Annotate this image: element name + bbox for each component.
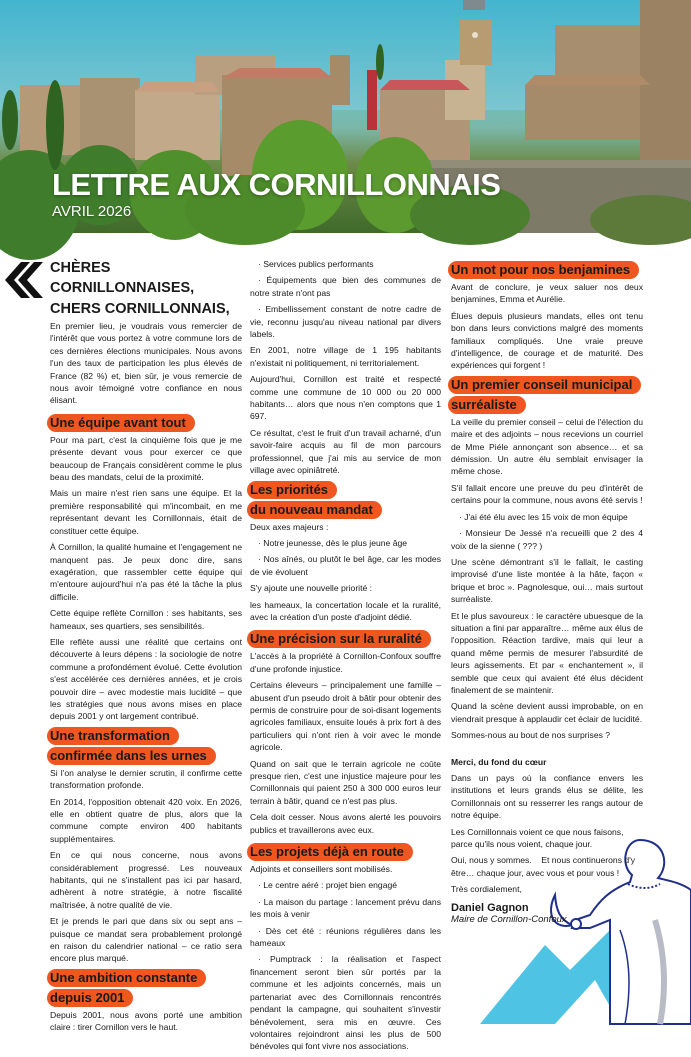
paragraph: Dans un pays où la confiance envers les institutions et leurs grands élus se délite, les Cornillonnais ont su resserrer les rangs autour de notre équipe. (451, 773, 643, 821)
paragraph: Mais un maire n'est rien sans une équipe. Et la première responsabilité qui m'incombait, en me représentant devant les Cornillonnais, était de constituer cette équipe. (50, 488, 242, 536)
section-heading-equipe: Une équipe avant tout (47, 414, 195, 432)
section-heading-transformation (50, 727, 242, 765)
paragraph: À Cornillon, la qualité humaine et l'engagement ne manquent pas. Je peux donc dire, sans exagération, que rassembler cette équipe qui m'entoure aujourd'hui n'a pas été la tâche la plus difficile. (50, 542, 242, 602)
section-heading-conseil (451, 376, 643, 414)
paragraph: les hameaux, la concertation locale et la ruralité, avec la création d'un poste d'adjoint dédié. (250, 599, 441, 622)
bullet-item: · Pumptrack : la réalisation et l'aspect financement seront bien sûr portés par la commune et les adjoints concernés, mais un partenariat avec des Cornillonnais rencontrés pendant la campagne, qui souhaitent s'investir bénévolement, sera mis en œuvre. Ces volontaires rejoindront ainsi les plus de 500 bénévoles qui font vivre nos associations. (250, 954, 441, 1052)
signature-role: Maire de Cornillon-Confoux (451, 914, 567, 926)
heading-line: surréaliste (448, 396, 526, 414)
paragraph: Sommes-nous au bout de nos surprises ? (451, 730, 611, 741)
signature-name: Daniel Gagnon (451, 901, 529, 914)
bullet-item: · Notre jeunesse, dès le plus jeune âge (258, 537, 408, 548)
page-title: LETTRE AUX CORNILLONNAIS (52, 167, 501, 202)
paragraph: Quand la scène devient aussi improbable, on en viendrait presque à applaudir cet éclair de lucidité. (451, 701, 643, 724)
paragraph: Deux axes majeurs : (250, 521, 329, 532)
column-2 (250, 258, 441, 1057)
bullet-item: · Services publics performants (258, 259, 374, 269)
paragraph: Et le plus savoureux : le caractère ubuesque de la situation a fini par apparaître… même aux élus de l'opposition. Réaction tardive, mais qui leur a quand même permis de mesurer l'absurdité de leurs agissements. Et par « enchantement », il semble que ceux qui avaient été élus décident finalement de se maintenir. (451, 610, 643, 695)
paragraph: La veille du premier conseil – celui de l'élection du maire et des adjoints – nous recevions un courriel de Mme Piéle annonçant son absence… et sa démission. Un autre élu semblait envisager la même chose. (451, 416, 643, 477)
heading-line: confirmée dans les urnes (47, 747, 216, 765)
heading-line: depuis 2001 (47, 989, 133, 1007)
bullet-item: · Équipements que bien des communes de notre strate n'ont pas (250, 275, 441, 298)
bullet-item: · Le centre aéré : projet bien engagé (258, 880, 398, 891)
bullet-item: · Monsieur De Jessé n'a recueilli que 2 des 4 voix de la sienne ( ??? ) (451, 528, 643, 551)
section-heading-ruralite: Une précision sur la ruralité (247, 630, 431, 648)
column-1 (50, 258, 242, 1038)
bullet-item: · Dès cet été : réunions régulières dans les hameaux (250, 925, 441, 949)
intro-paragraph: En premier lieu, je voudrais vous remercier de l'intérêt que vous portez à votre commune lors de ces dernières élections municipales. Nous avons l'un des taux de participation les plus élevés de France (82 %) et, bien sûr, je vous remercie de nous avoir témoigné votre confiance en nous élisant. (50, 321, 242, 406)
paragraph: Très cordialement, (451, 884, 522, 895)
paragraph: Certains éleveurs – principalement une famille – abusent d'un pseudo droit à bâtir pour obtenir des permis de construire pour de soi-disant logements agricoles familiaux, ensuite loués à prix fort à des particuliers qui n'ont rien à voir avec le monde agricole. (250, 680, 441, 753)
section-heading-projets: Les projets déjà en route (247, 843, 413, 861)
heading-line: Les priorités (247, 481, 337, 499)
paragraph: Oui, nous y sommes. Et nous continuerons d'y être… chaque jour, avec vous et pour vous ! (451, 855, 638, 878)
paragraph: Une scène démontrant s'il le fallait, le casting improvisé d'une liste montée à la hâte, façon « brique et broc ». Pagnolesque, oui… mais surtout surréaliste. (451, 556, 643, 605)
double-chevron-left-icon (3, 262, 41, 298)
bullet-item: · La maison du partage : lancement prévu dans les mois à venir (250, 896, 441, 920)
paragraph: L'accès à la propriété à Cornillon-Confoux souffre d'une profonde injustice. (250, 651, 441, 674)
closing-heading: Merci, du fond du cœur (451, 756, 547, 767)
paragraph: En 2001, notre village de 1 195 habitants n'existait ni politiquement, ni territorialement. (250, 345, 441, 368)
bullet-item: · Nos aînés, ou plutôt le bel âge, car les modes de vie évoluent (250, 554, 441, 577)
heading-line: Une transformation (47, 727, 179, 745)
hero-banner (0, 0, 691, 233)
salutation-line-1: CHÈRES CORNILLONNAISES, (50, 260, 195, 296)
paragraph: En 2014, l'opposition obtenait 420 voix. En 2026, elle en obtient quatre de plus, alors que la commune compte environ 400 habitants supplémentaires. (50, 796, 242, 844)
paragraph: Si l'on analyse le dernier scrutin, il confirme cette transformation profonde. (50, 767, 242, 791)
bullet-item: · Embellissement constant de notre cadre de vie, reconnu jusqu'au niveau national par divers labels. (250, 304, 441, 340)
paragraph: Cela doit cesser. Nous avons alerté les pouvoirs publics et travaillerons avec eux. (250, 812, 441, 835)
paragraph: Et je prends le pari que dans six ou sept ans – puisque ce mandat sera probablement prolongé en raison du calendrier national – ce ratio sera encore plus marqué. (50, 916, 242, 964)
paragraph: Aujourd'hui, Cornillon est traité et respecté comme une commune de 10 000 ou 20 000 habitants… alors que nous n'en comptons que 1 697. (250, 374, 441, 422)
bullet-item: · J'ai été élu avec les 15 voix de mon équipe (459, 511, 628, 522)
salutation-line-2: CHERS CORNILLONNAIS, (50, 301, 230, 317)
section-heading-benjamines: Un mot pour nos benjamines (448, 261, 639, 279)
issue-date: AVRIL 2026 (52, 203, 132, 220)
paragraph: Les Cornillonnais voient ce que nous faisons, parce qu'ils nous voient, chaque jour. (451, 826, 624, 850)
paragraph: S'il fallait encore une preuve du peu d'intérêt de certains pour la commune, nous avons été servis ! (451, 482, 643, 506)
paragraph: Ce résultat, c'est le fruit d'un travail acharné, d'un savoir-faire acquis au fil de mon parcours professionnel, que j'ai mis au service de mon village avec opiniâtreté. (250, 427, 441, 476)
heading-line: Un premier conseil municipal (448, 376, 641, 394)
paragraph: Pour ma part, c'est la cinquième fois que je me présente devant vous pour exercer ce que beaucoup de Français considèrent comme le plus beau des mandats, celui de la proximité. (50, 434, 242, 483)
heading-line: Une ambition constante (47, 969, 206, 987)
paragraph: Cette équipe reflète Cornillon : ses habitants, ses hameaux, ses quartiers, ses sensibilités. (50, 608, 242, 631)
column-3 (451, 258, 643, 926)
section-heading-ambition (50, 969, 242, 1007)
paragraph: Quand on sait que le terrain agricole ne coûte presque rien, c'est une injustice majeure pour les Cornillonnais qui paient 250 à 300 000 euros leur terrain à bâtir, quand ce n'est pas plus. (250, 758, 441, 806)
paragraph: S'y ajoute une nouvelle priorité : (250, 583, 373, 594)
heading-line: du nouveau mandat (247, 501, 382, 519)
paragraph: Elle reflète aussi une réalité que certains ont découverte à leurs dépens : la sociologie de notre commune a profondément évolué. Cette évolution s'est accélérée ces dernières années, et je crois pouvoir dire – avec modestie mais lucidité – que les stratégies que nous avons mises en place depuis 2001 y ont largement contribué. (50, 636, 242, 722)
section-heading-priorites (250, 481, 441, 519)
paragraph: Avant de conclure, je veux saluer nos deux benjamines, Emma et Aurélie. (451, 282, 643, 305)
paragraph: Élues depuis plusieurs mandats, elles ont tenu bon dans leurs convictions malgré des moments familiaux compliqués. Une vraie preuve d'intelligence, de courage et de maturité. Des expériences qui forgent ! (451, 310, 643, 371)
paragraph: En ce qui nous concerne, nous avons considérablement progressé. Les nouveaux habitants, qui ne s'installent pas ici par hasard, adhèrent à notre stratégie, à notre fiscalité maîtrisée, à notre qualité de vie. (50, 850, 242, 910)
paragraph: Depuis 2001, nous avons porté une ambition claire : tirer Cornillon vers le haut. (50, 1009, 242, 1033)
paragraph: Adjoints et conseillers sont mobilisés. (250, 864, 393, 875)
